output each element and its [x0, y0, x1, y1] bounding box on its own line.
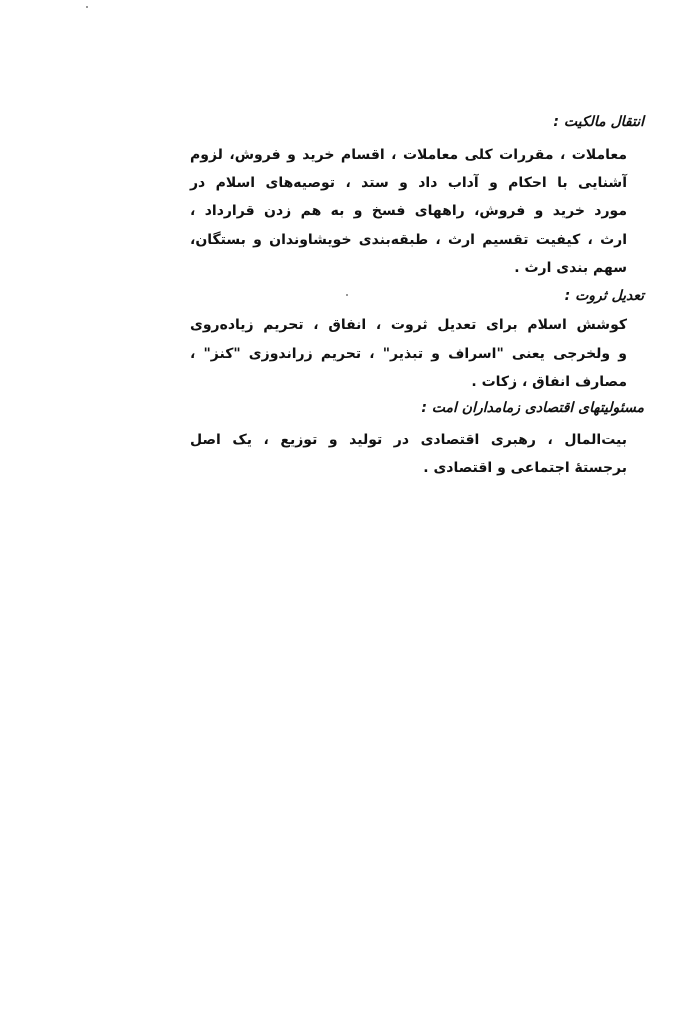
scan-speck [346, 294, 348, 296]
paragraph-line: آشنایی با احکام و آداب داد و ستد ، توصیه‌های اسلام در [190, 175, 627, 191]
paragraph-line: کوشش اسلام برای تعدیل ثروت ، انفاق ، تحریم زیاده‌روی [190, 317, 627, 333]
paragraph-line: مصارف انفاق ، زکات . [471, 374, 627, 390]
paragraph-line: برجسته‌ٔ اجتماعی و اقتصادی . [423, 460, 627, 476]
paragraph-line: سهم بندی ارث . [514, 260, 627, 276]
paragraph-line: معاملات ، مقررات کلی معاملات ، اقسام خرید و فروش، لزوم [190, 147, 627, 163]
scan-speck [86, 6, 88, 8]
section-heading: مسئولیتهای اقتصادی زمامداران امت : [421, 400, 644, 416]
section-heading: تعدیل ثروت : [564, 288, 644, 304]
paragraph-line: و ولخرجی یعنی "اسراف و تبذیر" ، تحریم زراندوزی "کنز" ، [190, 346, 627, 362]
paragraph-line: بیت‌المال ، رهبری اقتصادی در تولید و توزیع ، یک اصل [190, 432, 627, 448]
paragraph-line: مورد خرید و فروش، راههای فسخ و به هم زدن قرارداد ، [190, 203, 627, 219]
section-heading: انتقال مالکیت : [553, 114, 644, 130]
paragraph-line: ارث ، کیفیت تقسیم ارث ، طبقه‌بندی خویشاوندان و بستگان، [190, 232, 627, 248]
